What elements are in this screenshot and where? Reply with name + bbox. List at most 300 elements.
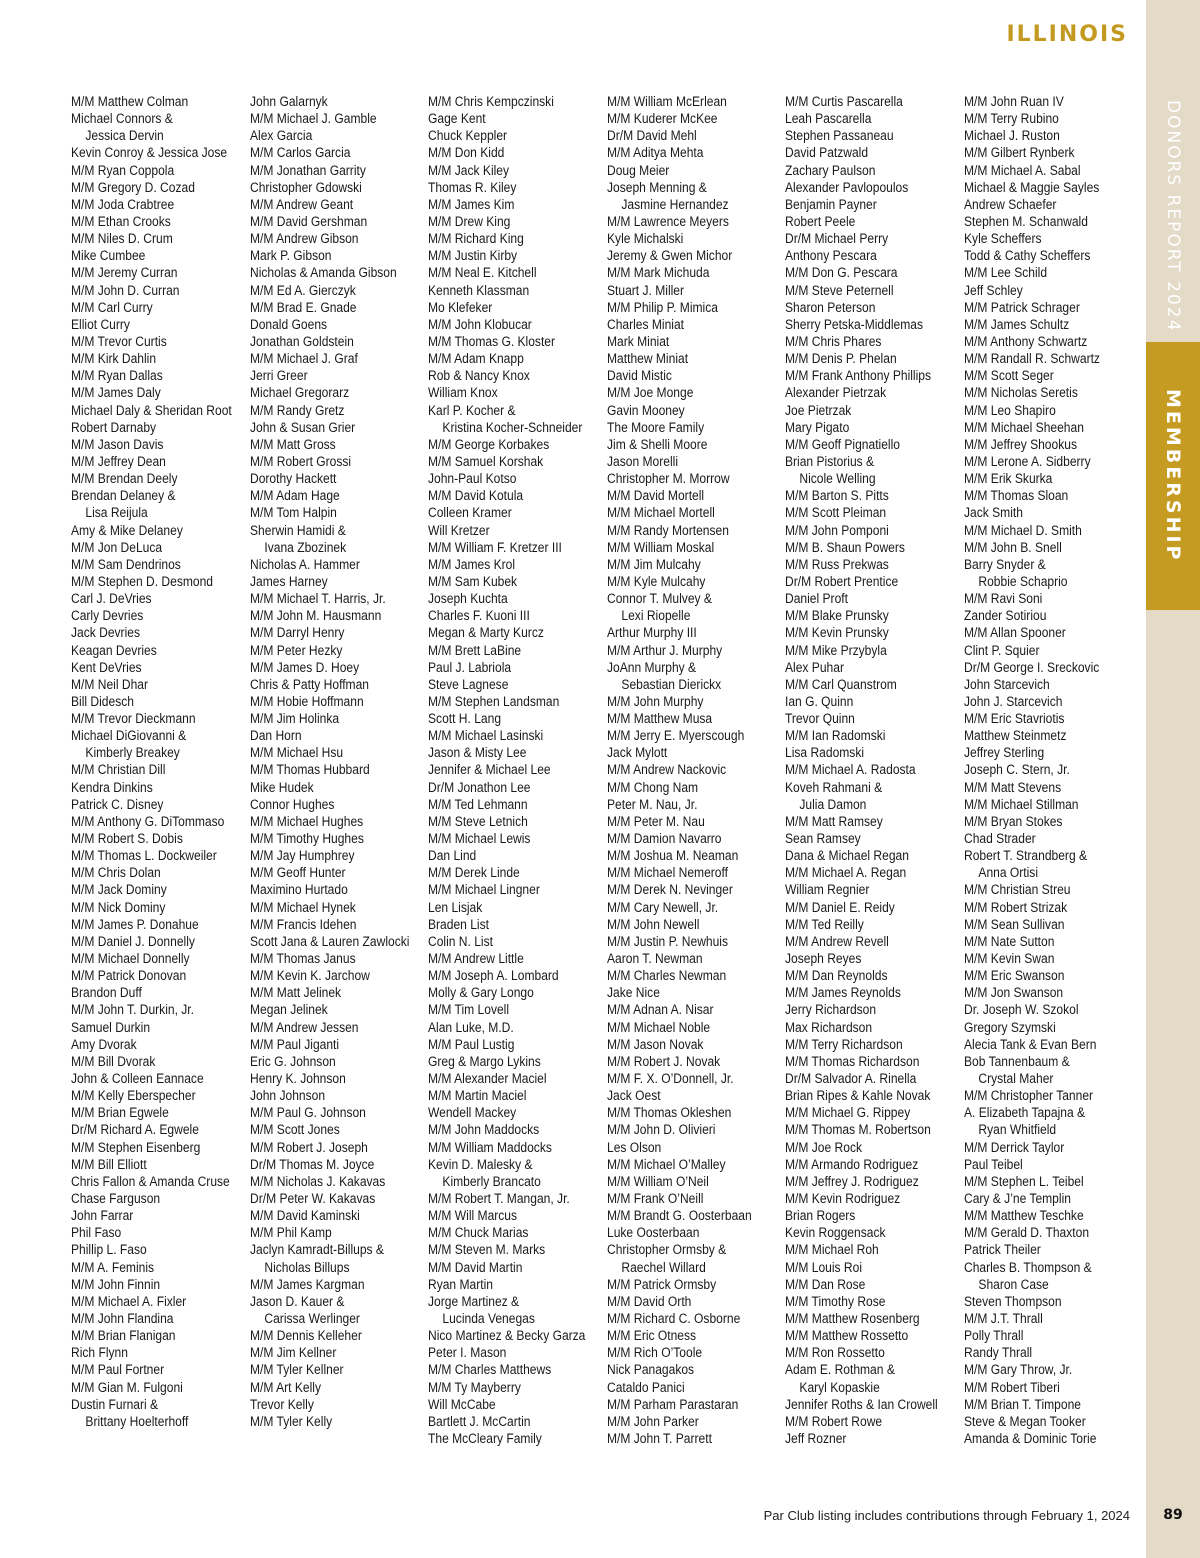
donor-name: Crystal Maher: [977, 1071, 1053, 1087]
donor-name: M/M A. Feminis: [71, 1259, 155, 1275]
donor-name: Bartlett J. McCartin: [428, 1413, 531, 1429]
donor-name: Sherwin Hamidi &: [249, 522, 346, 538]
donor-name: M/M Alexander Maciel: [428, 1071, 547, 1087]
donor-name: M/M Neil Dhar: [71, 676, 149, 692]
donor-name: Lisa Radomski: [785, 745, 865, 761]
donor-name: Lexi Riopelle: [620, 608, 690, 624]
donor-name: Trevor Kelly: [249, 1396, 314, 1412]
donor-name: M/M Armando Rodriguez: [785, 1156, 919, 1172]
report-title-vertical: [1146, 96, 1200, 336]
donor-name: Megan Jelinek: [249, 1002, 328, 1018]
donor-name: Aaron T. Newman: [606, 951, 703, 967]
donor-name: Joseph C. Stern, Jr.: [963, 762, 1070, 778]
donor-name: M/M Patrick Ormsby: [606, 1276, 716, 1292]
donor-name: M/M Ian Radomski: [785, 728, 886, 744]
donor-name: M/M Trevor Curtis: [71, 333, 167, 349]
donor-name: Joseph Reyes: [785, 951, 862, 967]
donor-name: M/M Michael Hughes: [249, 813, 363, 829]
donor-name: M/M Steve Letnich: [428, 813, 528, 829]
donor-name: M/M Matthew Colman: [71, 94, 189, 109]
donor-name: M/M John Murphy: [606, 693, 703, 709]
donor-name: Kristina Kocher-Schneider: [442, 419, 583, 435]
donor-name: M/M Joe Rock: [785, 1139, 863, 1155]
donor-name: Paul J. Labriola: [428, 659, 512, 675]
donor-name: M/M Charles Matthews: [428, 1362, 552, 1378]
donor-name: M/M Andrew Geant: [249, 196, 353, 212]
donor-name: Alex Puhar: [785, 659, 844, 675]
donor-name: Jack Mylott: [606, 745, 667, 761]
donor-name: M/M Richard King: [428, 231, 524, 247]
donor-name: M/M John Flandina: [71, 1310, 174, 1326]
donor-name: M/M Tyler Kellner: [249, 1362, 344, 1378]
donor-name: William Knox: [428, 385, 498, 401]
donor-name: M/M John T. Durkin, Jr.: [71, 1002, 195, 1018]
donor-name: Jason Morelli: [606, 453, 678, 469]
donor-name: M/M William O’Neil: [606, 1173, 709, 1189]
donor-name: M/M Denis P. Phelan: [785, 351, 897, 367]
donor-name: M/M Patrick Donovan: [71, 968, 187, 984]
donor-name: M/M Brian Egwele: [71, 1105, 169, 1121]
donor-name: JoAnn Murphy &: [606, 659, 696, 675]
donor-name: M/M Adam Hage: [249, 488, 340, 504]
donor-name: M/M Derek Linde: [428, 865, 520, 881]
donor-name: Stuart J. Miller: [606, 282, 684, 298]
donor-name: Doug Meier: [606, 162, 669, 178]
donor-column-2: [250, 93, 408, 1430]
donor-name: M/M Anthony G. DiTommaso: [71, 813, 225, 829]
donor-name: Christopher M. Morrow: [606, 471, 730, 487]
donor-name: Dr/M Salvador A. Rinella: [785, 1071, 917, 1087]
donor-name: M/M Hobie Hoffmann: [249, 693, 364, 709]
donor-name: M/M Geoff Hunter: [249, 865, 346, 881]
donor-name: M/M Carlos Garcia: [249, 145, 350, 161]
donor-name: M/M Randall R. Schwartz: [963, 351, 1100, 367]
donor-name: Sebastian Dierickx: [620, 676, 721, 692]
donor-name: Cary & J’ne Templin: [963, 1191, 1071, 1206]
donor-name: Carly Devries: [71, 608, 144, 624]
donor-name: Dr/M Peter W. Kakavas: [249, 1191, 375, 1206]
donor-name: M/M Jon DeLuca: [71, 539, 163, 555]
donor-name: M/M Chris Dolan: [71, 865, 161, 881]
donor-name: Dr. Joseph W. Szokol: [963, 1002, 1079, 1018]
donor-name: Matthew Steinmetz: [963, 728, 1066, 744]
donor-name: M/M Robert S. Dobis: [71, 831, 183, 847]
donor-name: Steve & Megan Tooker: [963, 1413, 1086, 1429]
donor-name: M/M Matt Gross: [249, 436, 336, 452]
donor-name: Raechel Willard: [620, 1259, 706, 1275]
donor-name: M/M Matthew Rossetto: [785, 1328, 909, 1344]
donor-name: Nico Martinez & Becky Garza: [428, 1328, 586, 1344]
donor-name: Alex Garcia: [249, 128, 312, 144]
donor-name: M/M Ethan Crooks: [71, 213, 171, 229]
donor-name: Les Olson: [606, 1139, 661, 1155]
donor-name: Stephen Passaneau: [785, 128, 894, 144]
donor-name: M/M Daniel E. Reidy: [785, 899, 895, 915]
donor-name: Michael J. Ruston: [963, 128, 1060, 144]
donor-name: M/M Justin Kirby: [428, 248, 518, 264]
donor-name: The McCleary Family: [428, 1430, 542, 1446]
donor-name: David Patzwald: [785, 145, 869, 161]
donor-name: Scott H. Lang: [428, 711, 502, 727]
donor-name: M/M John Finnin: [71, 1276, 161, 1292]
donor-name: M/M James Kim: [428, 196, 515, 212]
donor-list: [71, 93, 1147, 1453]
donor-name: M/M Jason Novak: [606, 1036, 703, 1052]
donor-name: M/M Michael Mortell: [606, 505, 715, 521]
donor-name: M/M Jeffrey J. Rodriguez: [785, 1173, 919, 1189]
donor-name: Braden List: [428, 916, 489, 932]
donor-name: M/M Dan Rose: [785, 1276, 866, 1292]
donor-name: M/M Michael Stillman: [963, 796, 1079, 812]
donor-name: M/M James Schultz: [963, 316, 1069, 332]
donor-name: Jaclyn Kamradt-Billups &: [249, 1242, 384, 1258]
donor-name: M/M James P. Donahue: [71, 916, 199, 932]
donor-name: M/M Ryan Coppola: [71, 162, 175, 178]
donor-name: Sharon Peterson: [785, 299, 876, 315]
donor-name: Kent DeVries: [71, 659, 142, 675]
donor-name: Keagan Devries: [71, 642, 157, 658]
donor-name: M/M Christopher Tanner: [963, 1088, 1093, 1104]
donor-name: M/M John Parker: [606, 1413, 699, 1429]
donor-name: John & Colleen Eannace: [71, 1071, 204, 1087]
donor-name: Dr/M George I. Sreckovic: [963, 659, 1099, 675]
donor-name: M/M Thomas Janus: [249, 951, 356, 967]
donor-name: Patrick C. Disney: [71, 796, 164, 812]
donor-name: Michael DiGiovanni &: [71, 728, 187, 744]
donor-name: M/M Allan Spooner: [963, 625, 1066, 641]
donor-name: M/M Philip P. Mimica: [606, 299, 718, 315]
donor-name: Phil Faso: [71, 1225, 122, 1241]
report-title: DONORS REPORT 2024: [1163, 99, 1183, 333]
donor-name: Barry Snyder &: [963, 556, 1046, 572]
donor-name: M/M Joshua M. Neaman: [606, 848, 738, 864]
donor-name: M/M Michael O’Malley: [606, 1156, 726, 1172]
donor-column-1: [71, 93, 232, 1430]
donor-name: M/M Carl Curry: [71, 299, 153, 315]
donor-name: M/M Tim Lovell: [428, 1002, 510, 1018]
donor-name: Thomas R. Kiley: [428, 179, 517, 195]
donor-name: M/M Russ Prekwas: [785, 556, 889, 572]
donor-name: M/M Will Marcus: [428, 1208, 518, 1224]
donor-name: M/M Randy Mortensen: [606, 522, 729, 538]
donor-name: Sean Ramsey: [785, 831, 861, 847]
donor-name: M/M Martin Maciel: [428, 1088, 527, 1104]
donor-name: Elliot Curry: [71, 316, 130, 332]
donor-name: Connor Hughes: [249, 796, 334, 812]
donor-name: Sherry Petska-Middlemas: [785, 316, 923, 332]
donor-name: M/M Jack Dominy: [71, 882, 167, 898]
donor-name: Christopher Ormsby &: [606, 1242, 726, 1258]
donor-name: M/M Niles D. Crum: [71, 231, 173, 247]
donor-name: M/M Sam Kubek: [428, 573, 518, 589]
donor-name: M/M John D. Olivieri: [606, 1122, 715, 1138]
donor-name: Randy Thrall: [963, 1345, 1032, 1361]
donor-name: Lucinda Venegas: [442, 1310, 535, 1326]
donor-name: M/M Kevin K. Jarchow: [249, 968, 370, 984]
donor-name: M/M Blake Prunsky: [785, 608, 889, 624]
donor-name: Brandon Duff: [71, 985, 142, 1001]
donor-name: M/M Gerald D. Thaxton: [963, 1225, 1089, 1241]
donor-name: Jack Devries: [71, 625, 140, 641]
donor-name: M/M Adnan A. Nisar: [606, 1002, 714, 1018]
donor-name: M/M Dennis Kelleher: [249, 1328, 362, 1344]
donor-name: John Farrar: [71, 1208, 134, 1224]
donor-name: M/M Ron Rossetto: [785, 1345, 885, 1361]
donor-name: M/M Steve Peternell: [785, 282, 894, 298]
donor-name: Kevin Roggensack: [785, 1225, 886, 1241]
donor-name: M/M Brian Flanigan: [71, 1328, 176, 1344]
donor-name: Amy & Mike Delaney: [71, 522, 183, 538]
donor-name: Kimberly Breakey: [85, 745, 180, 761]
donor-name: Will Kretzer: [428, 522, 490, 538]
donor-name: M/M Neal E. Kitchell: [428, 265, 537, 281]
page-number: 89: [1163, 1507, 1183, 1523]
donor-name: M/M Nate Sutton: [963, 933, 1054, 949]
donor-name: Rob & Nancy Knox: [428, 368, 530, 384]
donor-name: M/M Darryl Henry: [249, 625, 344, 641]
donor-name: Jasmine Hernandez: [620, 196, 729, 212]
donor-name: M/M Christian Dill: [71, 762, 166, 778]
donor-name: M/M Kelly Eberspecher: [71, 1088, 196, 1104]
donor-name: M/M Sam Dendrinos: [71, 556, 181, 572]
donor-name: Zachary Paulson: [785, 162, 876, 178]
donor-name: M/M Michael J. Graf: [249, 351, 358, 367]
donor-name: Chris Fallon & Amanda Cruse: [71, 1173, 230, 1189]
donor-name: M/M Jeffrey Dean: [71, 453, 166, 469]
donor-name: Alan Luke, M.D.: [428, 1019, 514, 1035]
donor-column-4: [607, 93, 765, 1447]
donor-name: Kevin Conroy & Jessica Jose: [71, 145, 228, 161]
donor-name: Brian Rogers: [785, 1208, 856, 1224]
donor-name: M/M Andrew Gibson: [249, 231, 359, 247]
donor-name: Alexander Pavlopoulos: [785, 179, 909, 195]
donor-name: M/M Michael A. Radosta: [785, 762, 916, 778]
donor-name: M/M Michael T. Harris, Jr.: [249, 591, 386, 607]
donor-name: M/M Brandt G. Oosterbaan: [606, 1208, 752, 1224]
donor-name: M/M Michael Lingner: [428, 882, 540, 898]
donor-name: M/M Robert Rowe: [785, 1413, 883, 1429]
donor-name: M/M Matthew Rosenberg: [785, 1310, 920, 1326]
donor-name: Jake Nice: [606, 985, 660, 1001]
donor-name: Donald Goens: [249, 316, 327, 332]
donor-name: Jason D. Kauer &: [249, 1293, 344, 1309]
donor-name: M/M Michael Sheehan: [963, 419, 1084, 435]
donor-name: M/M Andrew Little: [428, 951, 524, 967]
donor-name: M/M Jim Mulcahy: [606, 556, 701, 572]
donor-name: M/M Parham Parastaran: [606, 1396, 738, 1412]
donor-name: Ian G. Quinn: [785, 693, 854, 709]
donor-name: Dr/M Richard A. Egwele: [71, 1122, 199, 1138]
donor-name: Colleen Kramer: [428, 505, 512, 521]
donor-name: M/M Scott Jones: [249, 1122, 340, 1138]
donor-name: M/M Andrew Nackovic: [606, 762, 726, 778]
donor-name: Trevor Quinn: [785, 711, 855, 727]
donor-name: Jerri Greer: [249, 368, 308, 384]
donor-name: M/M David Orth: [606, 1293, 691, 1309]
donor-name: M/M Jason Davis: [71, 436, 164, 452]
donor-name: M/M Kuderer McKee: [606, 111, 718, 127]
donor-name: M/M Frank O’Neill: [606, 1191, 703, 1206]
donor-name: M/M Paul Jiganti: [249, 1036, 339, 1052]
donor-name: Connor T. Mulvey &: [606, 591, 712, 607]
donor-name: Joe Pietrzak: [785, 402, 852, 418]
donor-name: M/M Kevin Prunsky: [785, 625, 889, 641]
donor-name: Michael Gregorarz: [249, 385, 349, 401]
donor-name: M/M Lee Schild: [963, 265, 1047, 281]
donor-name: M/M Stephen Eisenberg: [71, 1139, 201, 1155]
donor-name: Patrick Theiler: [963, 1242, 1041, 1258]
donor-name: Chad Strader: [963, 831, 1036, 847]
donor-name: Dorothy Hackett: [249, 471, 336, 487]
donor-name: M/M Tyler Kelly: [249, 1413, 332, 1429]
donor-name: Anthony Pescara: [785, 248, 877, 264]
donor-name: M/M Kyle Mulcahy: [606, 573, 705, 589]
donor-column-5: [785, 93, 943, 1447]
donor-name: M/M Ravi Soni: [963, 591, 1042, 607]
donor-name: Alecia Tank & Evan Bern: [963, 1036, 1096, 1052]
donor-name: John Starcevich: [963, 676, 1050, 692]
donor-name: M/M Leo Shapiro: [963, 402, 1056, 418]
donor-name: Ryan Martin: [428, 1276, 493, 1292]
donor-name: M/M James Reynolds: [785, 985, 901, 1001]
donor-name: Dr/M Michael Perry: [785, 231, 889, 247]
donor-name: M/M Bryan Stokes: [963, 813, 1062, 829]
donor-name: Andrew Schaefer: [963, 196, 1056, 212]
donor-name: Charles Miniat: [606, 316, 684, 332]
donor-name: M/M Jay Humphrey: [249, 848, 354, 864]
donor-name: Jessica Dervin: [85, 128, 164, 144]
donor-name: Megan & Marty Kurcz: [428, 625, 544, 641]
donor-name: Kimberly Brancato: [442, 1173, 541, 1189]
donor-name: M/M Terry Richardson: [785, 1036, 903, 1052]
donor-name: M/M Thomas L. Dockweiler: [71, 848, 217, 864]
donor-name: M/M Geoff Pignatiello: [785, 436, 901, 452]
donor-name: M/M Jonathan Garrity: [249, 162, 366, 178]
donor-name: M/M George Korbakes: [428, 436, 550, 452]
donor-name: Michael & Maggie Sayles: [963, 179, 1099, 195]
donor-name: M/M John M. Hausmann: [249, 608, 381, 624]
donor-name: M/M Andrew Jessen: [249, 1019, 359, 1035]
donor-name: Len Lisjak: [428, 899, 483, 915]
donor-name: M/M John Ruan IV: [963, 94, 1064, 109]
donor-name: M/M Robert Tiberi: [963, 1379, 1060, 1395]
donor-name: Cataldo Panici: [606, 1379, 685, 1395]
donor-name: M/M Gregory D. Cozad: [71, 179, 195, 195]
donor-name: M/M William Moskal: [606, 539, 714, 555]
state-heading: ILLINOIS: [1006, 22, 1128, 47]
donor-name: M/M Samuel Korshak: [428, 453, 544, 469]
donor-name: Steven Thompson: [963, 1293, 1062, 1309]
donor-name: Jack Smith: [963, 505, 1023, 521]
donor-name: M/M Robert J. Novak: [606, 1053, 720, 1069]
donor-name: Mark P. Gibson: [249, 248, 332, 264]
donor-name: Lisa Reijula: [85, 505, 148, 521]
donor-name: Paul Teibel: [963, 1156, 1023, 1172]
donor-name: M/M Thomas Richardson: [785, 1053, 920, 1069]
donor-name: M/M Randy Gretz: [249, 402, 344, 418]
donor-name: M/M Michael Roh: [785, 1242, 879, 1258]
donor-name: M/M Richard C. Osborne: [606, 1310, 740, 1326]
donor-name: Nick Panagakos: [606, 1362, 694, 1378]
donor-name: Todd & Cathy Scheffers: [963, 248, 1090, 264]
donor-name: M/M James Krol: [428, 556, 516, 572]
donor-column-3: [428, 93, 586, 1447]
donor-name: Carissa Werlinger: [263, 1310, 360, 1326]
donor-name: M/M Tom Halpin: [249, 505, 337, 521]
donor-name: Matthew Miniat: [606, 351, 688, 367]
donor-name: Brendan Delaney &: [71, 488, 176, 504]
donor-name: Dan Horn: [249, 728, 302, 744]
donor-name: Kenneth Klassman: [428, 282, 530, 298]
donor-name: Steve Lagnese: [428, 676, 509, 692]
donor-name: Peter I. Mason: [428, 1345, 507, 1361]
donor-name: M/M Joda Crabtree: [71, 196, 175, 212]
donor-name: Mary Pigato: [785, 419, 850, 435]
donor-name: Phillip L. Faso: [71, 1242, 147, 1258]
donor-name: Leah Pascarella: [785, 111, 872, 127]
donor-name: M/M Art Kelly: [249, 1379, 321, 1395]
donor-name: M/M Andrew Revell: [785, 933, 889, 949]
donor-name: Dr/M Jonathon Lee: [428, 779, 531, 795]
donor-name: M/M Chong Nam: [606, 779, 698, 795]
donor-name: M/M John Klobucar: [428, 316, 532, 332]
donor-name: M/M Carl Quanstrom: [785, 676, 897, 692]
donor-name: M/M Michael Noble: [606, 1019, 710, 1035]
donor-name: M/M Stephen D. Desmond: [71, 573, 214, 589]
donor-name: Michael Daly & Sheridan Root: [71, 402, 232, 418]
donor-name: M/M Louis Roi: [785, 1259, 863, 1275]
donor-name: Stephen M. Schanwald: [963, 213, 1088, 229]
donor-name: M/M Terry Rubino: [963, 111, 1059, 127]
donor-name: M/M Steven M. Marks: [428, 1242, 546, 1258]
donor-name: Max Richardson: [785, 1019, 873, 1035]
donor-name: M/M Gary Throw, Jr.: [963, 1362, 1072, 1378]
donor-name: M/M Robert Strizak: [963, 899, 1067, 915]
donor-name: James Harney: [249, 573, 328, 589]
donor-name: Adam E. Rothman &: [785, 1362, 895, 1378]
donor-name: M/M Ted Reilly: [785, 916, 864, 932]
donor-name: Polly Thrall: [963, 1328, 1023, 1344]
donor-name: M/M Robert Grossi: [249, 453, 351, 469]
donor-name: M/M Thomas Okleshen: [606, 1105, 731, 1121]
donor-name: M/M James D. Hoey: [249, 659, 359, 675]
donor-name: Jim & Shelli Moore: [606, 436, 707, 452]
donor-name: Chuck Keppler: [428, 128, 508, 144]
donor-name: M/M Scott Seger: [963, 368, 1054, 384]
donor-name: M/M Matthew Musa: [606, 711, 712, 727]
donor-name: M/M Peter Hezky: [249, 642, 342, 658]
donor-name: Jennifer & Michael Lee: [428, 762, 551, 778]
donor-name: M/M Michael D. Smith: [963, 522, 1082, 538]
donor-name: M/M B. Shaun Powers: [785, 539, 905, 555]
donor-name: M/M Ted Lehmann: [428, 796, 528, 812]
donor-name: M/M Rich O’Toole: [606, 1345, 702, 1361]
donor-name: M/M Ed A. Gierczyk: [249, 282, 356, 298]
donor-name: M/M Michael A. Regan: [785, 865, 907, 881]
donor-name: M/M Lawrence Meyers: [606, 213, 729, 229]
donor-name: M/M Paul G. Johnson: [249, 1105, 366, 1121]
donor-name: M/M Drew King: [428, 213, 511, 229]
donor-name: Chase Farguson: [71, 1191, 161, 1206]
donor-name: Arthur Murphy III: [606, 625, 697, 641]
donor-name: M/M F. X. O’Donnell, Jr.: [606, 1071, 734, 1087]
donor-name: Dr/M David Mehl: [606, 128, 697, 144]
donor-name: M/M Michael Hsu: [249, 745, 343, 761]
donor-name: M/M Matt Ramsey: [785, 813, 883, 829]
donor-name: M/M Michael Hynek: [249, 899, 356, 915]
donor-name: Bob Tannenbaum &: [963, 1053, 1070, 1069]
donor-name: M/M Curtis Pascarella: [785, 94, 903, 109]
